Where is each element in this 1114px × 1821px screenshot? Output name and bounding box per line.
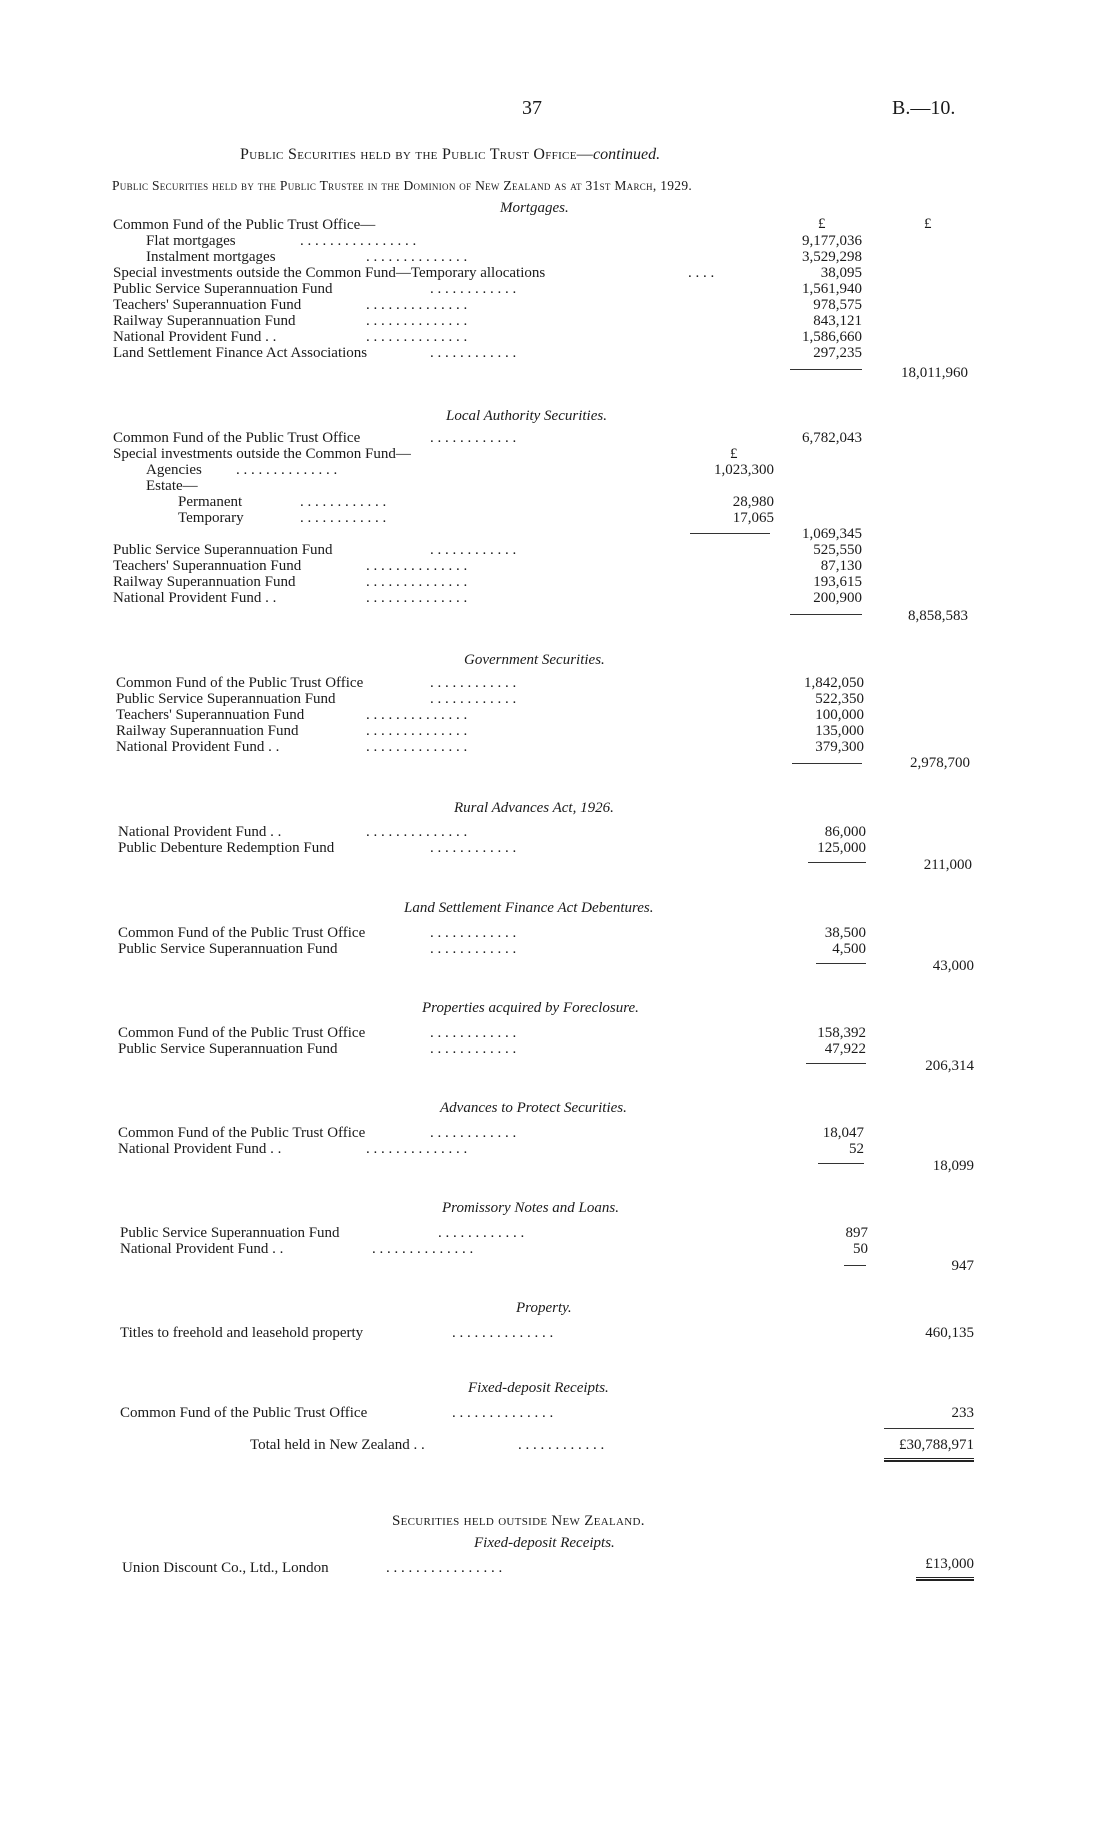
table-row xyxy=(146,249,276,266)
leader-dots: . . . . . . . . . . . . xyxy=(430,1125,517,1141)
leader-dots: . . . . . . . . . . . . . . xyxy=(366,558,468,574)
leader-dots: . . . . . . . . . . . . . . xyxy=(372,1241,474,1257)
section-total: 18,099 xyxy=(932,1158,974,1174)
row-label: Railway Superannuation Fund xyxy=(113,313,296,329)
page-title-main: Public Securities held by the Public Trust Office— xyxy=(240,146,594,163)
leader-dots: . . . . . . . . . . . . . . xyxy=(366,590,468,606)
total-top-rule xyxy=(884,1428,974,1429)
section-heading-outside-nz: Securities held outside New Zealand. xyxy=(392,1513,645,1529)
row-label: National Provident Fund . . xyxy=(113,590,277,606)
leader-dots: . . . . . . . . . . . . xyxy=(430,941,517,957)
row-value: 1,561,940 xyxy=(802,281,862,297)
leader-dots: . . . . . . . . . . . . xyxy=(430,1041,517,1057)
row-value: 100,000 xyxy=(815,707,864,723)
row-label: National Provident Fund . . xyxy=(118,1141,282,1157)
leader-dots: . . . . . . . . . . . . xyxy=(430,675,517,691)
subtotal-rule xyxy=(808,862,866,863)
row-value: 52 xyxy=(849,1141,864,1157)
section-subheading-fixed-deposit: Fixed-deposit Receipts. xyxy=(474,1535,615,1551)
leader-dots: . . . . . . . . . . . . . . xyxy=(366,313,468,329)
section-total: 211,000 xyxy=(923,857,972,873)
leader-dots: . . . . . . . . . . . . xyxy=(430,542,517,558)
row-value: 18,047 xyxy=(822,1125,864,1141)
table-row xyxy=(146,233,236,250)
row-label: Common Fund of the Public Trust Office xyxy=(113,430,361,446)
row-label: Temporary xyxy=(178,510,244,526)
row-value: 978,575 xyxy=(813,297,862,313)
row-label: Public Service Superannuation Fund xyxy=(113,542,333,558)
row-label: Common Fund of the Public Trust Office xyxy=(118,925,366,941)
row-value: 200,900 xyxy=(813,590,862,606)
section-total: 233 xyxy=(951,1405,974,1421)
group-label-special: Special investments outside the Common Fund— xyxy=(113,446,411,462)
row-label: Common Fund of the Public Trust Office xyxy=(120,1405,368,1421)
row-value: 1,842,050 xyxy=(804,675,864,691)
row-value: 38,095 xyxy=(820,265,862,281)
row-label: Teachers' Superannuation Fund xyxy=(113,297,302,313)
leader-dots: . . . . . . . . . . . . . . xyxy=(452,1325,554,1341)
subtotal-rule xyxy=(806,1063,866,1064)
row-value: 87,130 xyxy=(820,558,862,574)
leader-dots: . . . . . . . . . . . . xyxy=(430,925,517,941)
leader-dots: . . . . . . . . . . . . . . xyxy=(366,297,468,313)
subtotal-rule xyxy=(690,533,770,534)
row-value: 843,121 xyxy=(813,313,862,329)
row-label: Public Service Superannuation Fund xyxy=(120,1225,340,1241)
row-value: 897 xyxy=(845,1225,868,1241)
section-total: 206,314 xyxy=(925,1058,974,1074)
section-heading-land-settlement: Land Settlement Finance Act Debentures. xyxy=(404,900,654,916)
leader-dots: . . . . . . . . . . . . . . . . xyxy=(386,1560,503,1576)
section-heading-promissory: Promissory Notes and Loans. xyxy=(442,1200,619,1216)
grand-total-double-rule xyxy=(884,1458,974,1462)
row-value: 1,069,345 xyxy=(802,526,862,542)
row-label: Land Settlement Finance Act Associations xyxy=(113,345,368,361)
row-label: Public Debenture Redemption Fund xyxy=(118,840,335,856)
section-heading-property: Property. xyxy=(516,1300,572,1316)
section-total: 43,000 xyxy=(932,958,974,974)
row-label: National Provident Fund . . xyxy=(118,824,282,840)
row-label: Railway Superannuation Fund xyxy=(113,574,296,590)
leader-dots: . . . . . . . . . . . . . . xyxy=(366,574,468,590)
section-heading-local-authority: Local Authority Securities. xyxy=(446,408,607,424)
section-total: 947 xyxy=(951,1258,974,1274)
row-value: 297,235 xyxy=(813,345,862,361)
row-value: 17,065 xyxy=(732,510,774,526)
row-label: Agencies xyxy=(146,462,202,478)
row-label: National Provident Fund . . xyxy=(120,1241,284,1257)
subtotal-rule xyxy=(790,614,862,615)
row-value: 86,000 xyxy=(824,824,866,840)
subtotal-rule xyxy=(844,1265,866,1266)
section-heading-advances: Advances to Protect Securities. xyxy=(440,1100,627,1116)
row-label: Titles to freehold and leasehold property xyxy=(120,1325,364,1341)
row-label: Public Service Superannuation Fund xyxy=(116,691,336,707)
leader-dots: . . . . . . . . . . . . xyxy=(300,510,387,526)
row-label: Instalment mortgages xyxy=(146,249,276,265)
leader-dots: . . . . . . . . . . . . . . xyxy=(366,739,468,755)
subtotal-rule xyxy=(792,763,862,764)
leader-dots: . . . . . . . . . . . . . . xyxy=(236,462,338,478)
row-value: 50 xyxy=(853,1241,868,1257)
row-value: 47,922 xyxy=(824,1041,866,1057)
section-heading-foreclosure: Properties acquired by Foreclosure. xyxy=(422,1000,639,1016)
leader-dots: . . . . . . . . . . . . . . xyxy=(366,824,468,840)
section-total: 18,011,960 xyxy=(901,365,968,381)
currency-col2: £ xyxy=(924,216,932,232)
leader-dots: . . . . . . . . . . . . . . . . xyxy=(300,233,417,249)
row-label: Special investments outside the Common Fund—Temporary allocations xyxy=(113,265,546,281)
subtotal-rule xyxy=(816,963,866,964)
section-total: 2,978,700 xyxy=(910,755,970,771)
row-label: Common Fund of the Public Trust Office xyxy=(116,675,364,691)
row-label: Teachers' Superannuation Fund xyxy=(113,558,302,574)
row-value: 522,350 xyxy=(815,691,864,707)
grand-total-value: £30,788,971 xyxy=(899,1437,974,1453)
page-title-continued: continued. xyxy=(593,146,661,163)
leader-dots: . . . . . . . . . . . . xyxy=(518,1437,605,1453)
row-value: 28,980 xyxy=(732,494,774,510)
row-value: 38,500 xyxy=(824,925,866,941)
leader-dots: . . . . . . . . . . . . xyxy=(430,691,517,707)
row-value: 1,586,660 xyxy=(802,329,862,345)
leader-dots: . . . . . . . . . . . . . . xyxy=(366,707,468,723)
row-label: Common Fund of the Public Trust Office xyxy=(118,1125,366,1141)
row-value: 135,000 xyxy=(815,723,864,739)
section-heading-fixed-deposit: Fixed-deposit Receipts. xyxy=(468,1380,609,1396)
section-heading-rural-advances: Rural Advances Act, 1926. xyxy=(454,800,614,816)
row-label: Railway Superannuation Fund xyxy=(116,723,299,739)
row-value: 6,782,043 xyxy=(802,430,862,446)
section-total: 460,135 xyxy=(925,1325,974,1341)
currency-col1: £ xyxy=(818,216,826,232)
page-subtitle: Public Securities held by the Public Trustee in the Dominion of New Zealand as at 31st March, 1929. xyxy=(112,178,693,193)
row-label: Public Service Superannuation Fund xyxy=(118,941,338,957)
leader-dots: . . . . . . . . . . . . xyxy=(430,345,517,361)
group-label-common-fund: Common Fund of the Public Trust Office— xyxy=(113,217,376,233)
row-value: 379,300 xyxy=(815,739,864,755)
leader-dots: . . . . . . . . . . . . xyxy=(430,840,517,856)
section-heading-mortgages: Mortgages. xyxy=(500,200,569,216)
row-label: National Provident Fund . . xyxy=(116,739,280,755)
section-total: 8,858,583 xyxy=(908,608,968,624)
leader-dots: . . . . xyxy=(688,265,715,281)
inner-currency: £ xyxy=(730,446,738,462)
row-value: 125,000 xyxy=(817,840,866,856)
outside-total-value: £13,000 xyxy=(925,1556,974,1572)
row-label: Public Service Superannuation Fund xyxy=(118,1041,338,1057)
row-label: Public Service Superannuation Fund xyxy=(113,281,333,297)
leader-dots: . . . . . . . . . . . . . . xyxy=(366,249,468,265)
row-label: National Provident Fund . . xyxy=(113,329,277,345)
section-heading-government: Government Securities. xyxy=(464,652,605,668)
grand-total-label: Total held in New Zealand . . xyxy=(250,1437,425,1453)
outside-total-double-rule xyxy=(916,1577,974,1581)
leader-dots: . . . . . . . . . . . . . . xyxy=(366,1141,468,1157)
row-label: Flat mortgages xyxy=(146,233,236,249)
subtotal-rule xyxy=(790,369,862,370)
row-value: 525,550 xyxy=(813,542,862,558)
group-label-estate: Estate— xyxy=(146,478,198,494)
leader-dots: . . . . . . . . . . . . xyxy=(300,494,387,510)
leader-dots: . . . . . . . . . . . . . . xyxy=(366,329,468,345)
leader-dots: . . . . . . . . . . . . . . xyxy=(366,723,468,739)
page-title xyxy=(240,146,660,164)
leader-dots: . . . . . . . . . . . . xyxy=(430,430,517,446)
row-value: 3,529,298 xyxy=(802,249,862,265)
row-value: 4,500 xyxy=(832,941,866,957)
row-value: 9,177,036 xyxy=(802,233,862,249)
page-number: 37 xyxy=(522,97,542,119)
subtotal-rule xyxy=(818,1163,864,1164)
row-label: Permanent xyxy=(178,494,243,510)
row-label: Common Fund of the Public Trust Office xyxy=(118,1025,366,1041)
document-reference: B.—10. xyxy=(892,97,956,119)
leader-dots: . . . . . . . . . . . . xyxy=(430,1025,517,1041)
row-label: Teachers' Superannuation Fund xyxy=(116,707,305,723)
row-value: 193,615 xyxy=(813,574,862,590)
row-value: 158,392 xyxy=(817,1025,866,1041)
leader-dots: . . . . . . . . . . . . . . xyxy=(452,1405,554,1421)
leader-dots: . . . . . . . . . . . . xyxy=(430,281,517,297)
row-value: 1,023,300 xyxy=(714,462,774,478)
leader-dots: . . . . . . . . . . . . xyxy=(438,1225,525,1241)
row-label: Union Discount Co., Ltd., London xyxy=(122,1560,329,1576)
